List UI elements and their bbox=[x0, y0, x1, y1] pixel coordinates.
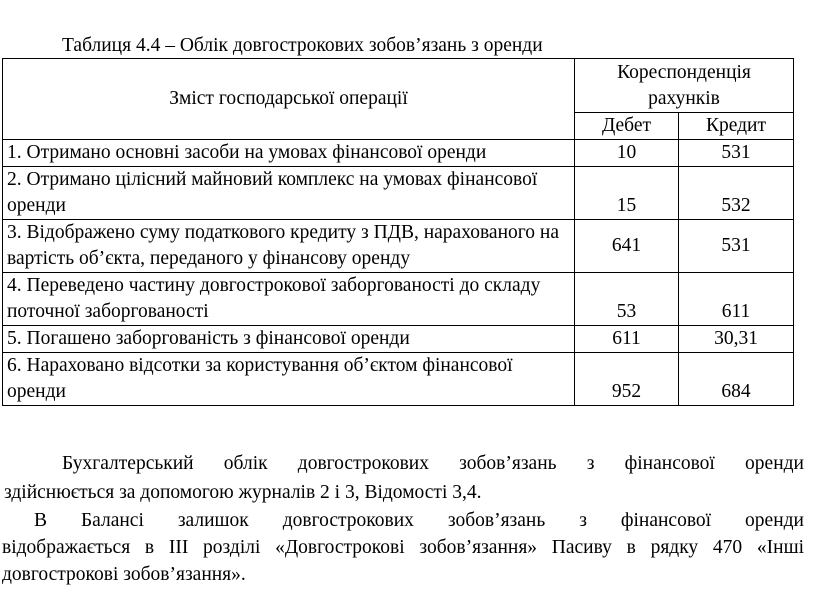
row-operation: 3. Відображено суму податкового кредиту з ПДВ, нарахованого на вартість об’єкта, переданого у фінансову оренду bbox=[3, 220, 575, 273]
row-debit: 952 bbox=[575, 353, 679, 406]
table-row bbox=[3, 273, 794, 326]
lease-liabilities-table bbox=[2, 58, 794, 406]
paragraph-2-line-2: відображається в ІІІ розділі «Довгострокові зобов’язання» Пасиву в рядку 470 «Інші bbox=[2, 537, 804, 558]
table-row bbox=[3, 167, 794, 220]
row-credit: 684 bbox=[679, 353, 794, 406]
table-caption: Таблиця 4.4 – Облік довгострокових зобов’язань з оренди bbox=[62, 35, 543, 56]
header-credit: Кредит bbox=[679, 113, 794, 140]
header-operation: Зміст господарської операції bbox=[3, 59, 575, 140]
row-credit: 30,31 bbox=[679, 326, 794, 353]
row-operation: 4. Переведено частину довгострокової заборгованості до складу поточної заборгованості bbox=[3, 273, 575, 326]
row-credit: 532 bbox=[679, 167, 794, 220]
row-operation: 5. Погашено заборгованість з фінансової оренди bbox=[3, 326, 575, 353]
row-credit: 611 bbox=[679, 273, 794, 326]
paragraph-2-line-3: довгострокові зобов’язання». bbox=[2, 564, 246, 585]
table-row bbox=[3, 220, 794, 273]
paragraph-1-line-1: Бухгалтерський облік довгострокових зобов’язань з фінансової оренди bbox=[62, 453, 804, 474]
row-operation: 1. Отримано основні засоби на умовах фінансової оренди bbox=[3, 140, 575, 167]
row-debit: 10 bbox=[575, 140, 679, 167]
row-credit: 531 bbox=[679, 220, 794, 273]
paragraph-2-line-1: В Балансі залишок довгострокових зобов’язань з фінансової оренди bbox=[34, 510, 804, 531]
row-debit: 641 bbox=[575, 220, 679, 273]
table-header-row bbox=[3, 59, 794, 113]
table-row bbox=[3, 140, 794, 167]
row-debit: 53 bbox=[575, 273, 679, 326]
row-debit: 611 bbox=[575, 326, 679, 353]
table-row bbox=[3, 353, 794, 406]
header-debit: Дебет bbox=[575, 113, 679, 140]
row-operation: 2. Отримано цілісний майновий комплекс на умовах фінансової оренди bbox=[3, 167, 575, 220]
row-debit: 15 bbox=[575, 167, 679, 220]
row-credit: 531 bbox=[679, 140, 794, 167]
row-operation: 6. Нараховано відсотки за користування об’єктом фінансової оренди bbox=[3, 353, 575, 406]
header-correspondence: Кореспонденція рахунків bbox=[575, 59, 794, 113]
paragraph-1-line-2: здійснюється за допомогою журналів 2 і 3, Відомості 3,4. bbox=[4, 482, 482, 503]
table-row bbox=[3, 326, 794, 353]
